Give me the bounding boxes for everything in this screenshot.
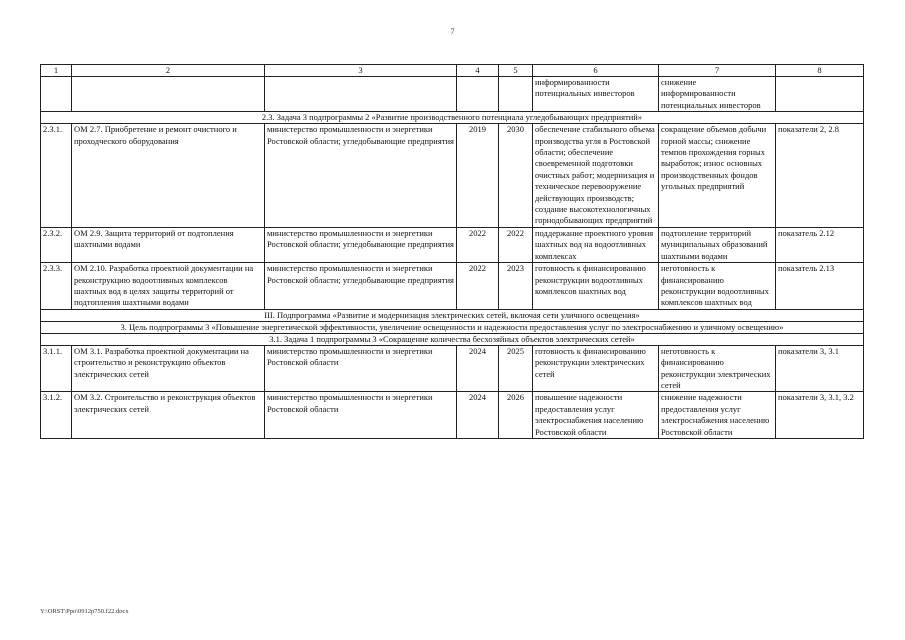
page-number: 7: [450, 27, 455, 36]
end-year: 2026: [499, 392, 533, 439]
non-implementation-consequence: неготовность к финансированию реконструкции водоотливных комплексов шахтных вод: [659, 263, 776, 310]
continuation-consequence: снижение информированности потенциальных инвесторов: [659, 77, 776, 112]
executor: министерство промышленности и энергетики Ростовской области; угледобывающие предприятия: [265, 124, 457, 228]
section-row: [41, 333, 864, 345]
related-indicators: показатель 2.12: [776, 227, 864, 262]
expected-result: готовность к финансированию реконструкции электрических сетей: [533, 345, 659, 392]
measure-name: ОМ 2.9. Защита территорий от подтопления шахтными водами: [72, 227, 265, 262]
expected-result: повышение надежности предоставления услуг электроснабжения населению Ростовской области: [533, 392, 659, 439]
measure-name: ОМ 3.2. Строительство и реконструкция объектов электрических сетей: [72, 392, 265, 439]
executor: министерство промышленности и энергетики Ростовской области; угледобывающие предприятия: [265, 263, 457, 310]
start-year: 2019: [457, 124, 499, 228]
table-row: [41, 392, 864, 439]
non-implementation-consequence: сокращение объемов добычи горной массы; снижение темпов прохождения горных выработок; износ основных производственных фондов угольных предприятий: [659, 124, 776, 228]
table-row: [41, 263, 864, 310]
section-title-goal-3: 3. Цель подпрограммы 3 «Повышение энергетической эффективности, увеличение освещенности и надежности предоставления услуг по электроснабжению и уличному освещению»: [41, 321, 864, 333]
non-implementation-consequence: подтопление территорий муниципальных образований шахтными водами: [659, 227, 776, 262]
footer-file-path: Y:\ORST\Ppo\0912p750.f22.docx: [40, 608, 129, 615]
header-col-4: 4: [457, 65, 499, 77]
header-row: [41, 65, 864, 77]
header-col-1: 1: [41, 65, 72, 77]
header-col-2: 2: [72, 65, 265, 77]
related-indicators: показатели 2, 2.8: [776, 124, 864, 228]
expected-result: обеспечение стабильного объема производства угля в Ростовской области; обеспечение своевременной подготовки очистных работ; модернизация и техническое перевооружение действующих производств; создание высокотехнологичных горнодобывающих предприятий: [533, 124, 659, 228]
measure-name: ОМ 3.1. Разработка проектной документации на строительство и реконструкцию объектов электрических сетей: [72, 345, 265, 392]
measures-table: [40, 64, 864, 439]
executor: министерство промышленности и энергетики Ростовской области; угледобывающие предприятия: [265, 227, 457, 262]
header-col-8: 8: [776, 65, 864, 77]
measure-name: ОМ 2.7. Приобретение и ремонт очистного и проходческого оборудования: [72, 124, 265, 228]
measure-name: ОМ 2.10. Разработка проектной документации на реконструкцию водоотливных комплексов шахтных вод в целях защиты территорий от подтопления шахтными водами: [72, 263, 265, 310]
non-implementation-consequence: неготовность к финансированию реконструкции электрических сетей: [659, 345, 776, 392]
row-number: 2.3.2.: [41, 227, 72, 262]
related-indicators: показатель 2.13: [776, 263, 864, 310]
row-number: 3.1.2.: [41, 392, 72, 439]
table-row: [41, 124, 864, 228]
row-number: 2.3.3.: [41, 263, 72, 310]
header-col-5: 5: [499, 65, 533, 77]
start-year: 2024: [457, 345, 499, 392]
continuation-row: [41, 77, 864, 112]
expected-result: поддержание проектного уровня шахтных вод на водоотливных комплексах: [533, 227, 659, 262]
continuation-result: информированности потенциальных инвесторов: [533, 77, 659, 112]
related-indicators: показатели 3, 3.1: [776, 345, 864, 392]
executor: министерство промышленности и энергетики Ростовской области: [265, 392, 457, 439]
non-implementation-consequence: снижение надежности предоставления услуг электроснабжения населению Ростовской области: [659, 392, 776, 439]
end-year: 2030: [499, 124, 533, 228]
start-year: 2024: [457, 392, 499, 439]
section-row: [41, 112, 864, 124]
header-col-6: 6: [533, 65, 659, 77]
related-indicators: показатели 3, 3.1, 3.2: [776, 392, 864, 439]
section-title-3-1: 3.1. Задача 1 подпрограммы 3 «Сокращение количества бесхозяйных объектов электрических сетей»: [41, 333, 864, 345]
end-year: 2025: [499, 345, 533, 392]
executor: министерство промышленности и энергетики Ростовской области: [265, 345, 457, 392]
start-year: 2022: [457, 227, 499, 262]
section-title-2-3: 2.3. Задача 3 подпрограммы 2 «Развитие производственного потенциала угледобывающих предприятий»: [41, 112, 864, 124]
header-col-3: 3: [265, 65, 457, 77]
expected-result: готовность к финансированию реконструкции водоотливных комплексов шахтных вод: [533, 263, 659, 310]
section-row: [41, 309, 864, 321]
header-col-7: 7: [659, 65, 776, 77]
end-year: 2023: [499, 263, 533, 310]
section-row: [41, 321, 864, 333]
table-row: [41, 227, 864, 262]
row-number: 3.1.1.: [41, 345, 72, 392]
row-number: 2.3.1.: [41, 124, 72, 228]
section-title-subprogram-3: III. Подпрограмма «Развитие и модернизация электрических сетей, включая сети уличного освещения»: [41, 309, 864, 321]
end-year: 2022: [499, 227, 533, 262]
start-year: 2022: [457, 263, 499, 310]
table-row: [41, 345, 864, 392]
